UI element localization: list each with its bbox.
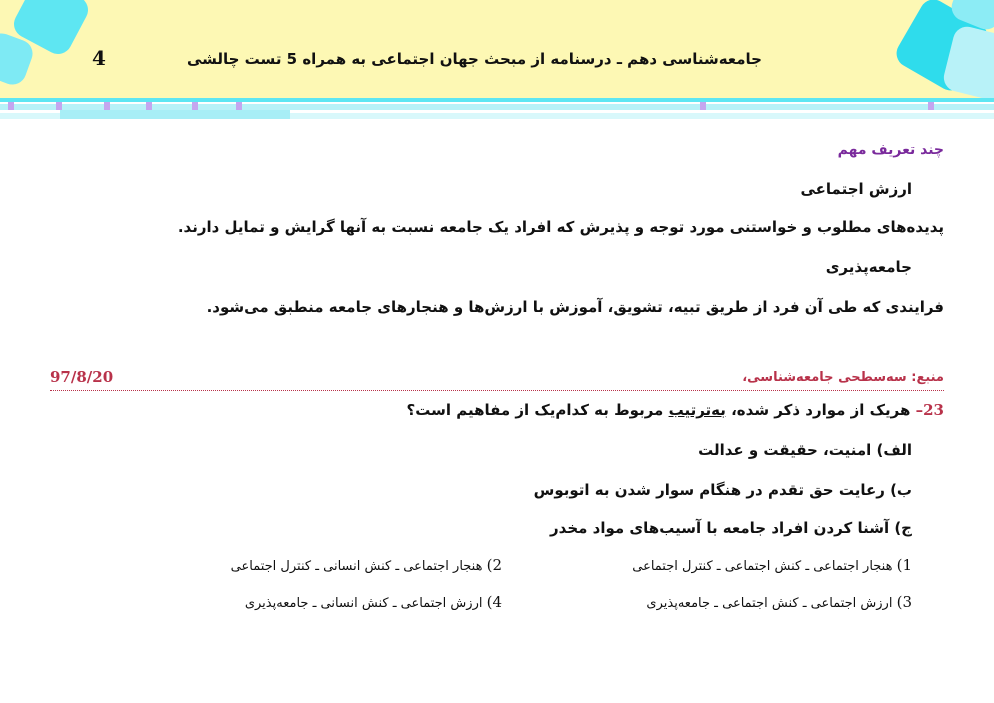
question-stem	[407, 401, 945, 419]
question-text-after: مربوط به کدام‌یک از مفاهیم است؟	[406, 401, 669, 419]
answer-option-3[interactable]	[646, 593, 912, 611]
definitions-heading: چند تعریف مهم	[837, 142, 944, 158]
page-number: 4	[92, 46, 106, 70]
question-item: الف) امنیت، حقیقت و عدالت	[698, 441, 912, 459]
question-item: ب) رعایت حق تقدم در هنگام سوار شدن به اتوبوس	[533, 481, 912, 499]
option-text: ارزش اجتماعی ـ کنش انسانی ـ جامعه‌پذیری	[244, 596, 483, 611]
definition-term: جامعه‌پذیری	[825, 258, 912, 276]
definition-text: پدیده‌های مطلوب و خواستنی مورد توجه و پذیرش که افراد یک جامعه نسبت به آنها گرایش و تمایل دارند.	[177, 218, 944, 236]
header-title: جامعه‌شناسی دهم ـ درسنامه از مبحث جهان اجتماعی به همراه 5 تست چالشی	[186, 50, 762, 68]
source-label: منبع: سه‌سطحی جامعه‌شناسی،	[742, 370, 944, 385]
source-line	[50, 368, 944, 391]
option-text: ارزش اجتماعی ـ کنش اجتماعی ـ جامعه‌پذیری	[646, 596, 893, 611]
option-number: 4)	[486, 593, 502, 611]
answer-option-4[interactable]	[245, 593, 502, 611]
answer-option-1[interactable]	[632, 556, 912, 574]
option-number: 2)	[486, 556, 502, 574]
question-text-before: هریک از موارد ذکر شده،	[725, 401, 911, 419]
option-number: 1)	[896, 556, 912, 574]
definition-text: فرایندی که طی آن فرد از طریق تبیه، تشویق، آموزش با ارزش‌ها و هنجارهای جامعه منطبق می‌شود.	[206, 298, 944, 316]
question-text-underlined: به‌ترتیب	[668, 401, 726, 419]
question-number: 23–	[915, 401, 944, 419]
option-number: 3)	[896, 593, 912, 611]
question-item: ج) آشنا کردن افراد جامعه با آسیب‌های مواد مخدر	[550, 519, 912, 537]
option-text: هنجار اجتماعی ـ کنش انسانی ـ کنترل اجتماعی	[230, 559, 483, 574]
option-text: هنجار اجتماعی ـ کنش اجتماعی ـ کنترل اجتماعی	[632, 559, 893, 574]
source-date: 97/8/20	[50, 368, 114, 386]
definition-term: ارزش اجتماعی	[800, 180, 912, 198]
answer-option-2[interactable]	[231, 556, 502, 574]
